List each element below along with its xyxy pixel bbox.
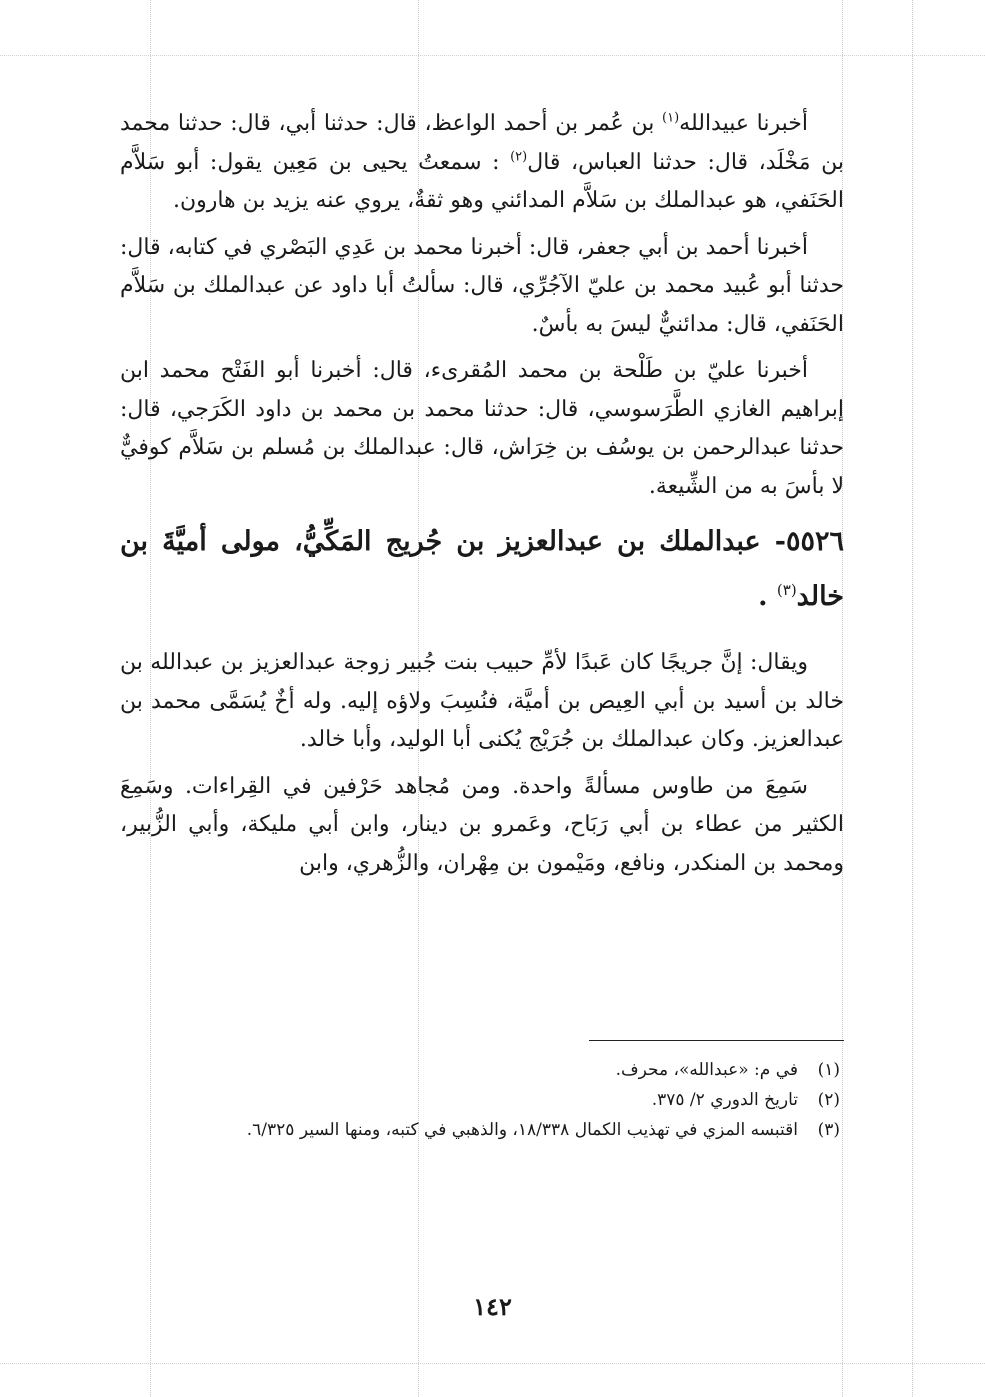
- entry-title: عبدالملك بن عبدالعزيز بن جُريج المَكِّيُّ، مولى أميَّةَ بن خالد: [120, 526, 844, 612]
- entry-paragraph-1: ويقال: إنَّ جريجًا كان عَبدًا لأمِّ حبيب بنت جُبير زوجة عبدالعزيز بن عبدالله بن خالد بن أسيد بن أبي العِيص بن أميَّة، فنُسِبَ ولاؤه إليه. وله أخٌ يُسَمَّى محمد بن عبدالعزيز. وكان عبدالملك بن جُرَيْج يُكنى أبا الوليد، وأبا خالد.: [120, 650, 844, 752]
- footnote-ref-3: (٣): [776, 581, 797, 599]
- footnote-divider: [589, 1040, 844, 1041]
- footnote-2: [140, 1085, 840, 1115]
- footnote-number: (١): [817, 1060, 840, 1080]
- page-number: ١٤٢: [473, 1292, 512, 1321]
- footnote-ref-1: (١): [662, 110, 680, 126]
- paragraph-1: [120, 105, 844, 221]
- page-body: [120, 105, 844, 891]
- text-run: أخبرنا عبيدالله: [679, 111, 809, 136]
- text-run: بن عُمر بن أحمد الواعظ، قال: حدثنا أبي، قال: حدثنا محمد بن مَخْلَد، قال: حدثنا العباس، قال: [120, 111, 844, 175]
- entry-heading: [120, 514, 844, 624]
- footnote-number: (٣): [817, 1120, 840, 1140]
- footnotes: [140, 1055, 840, 1145]
- text-run: : سمعتُ يحيى بن مَعِين يقول: أبو سَلاَّم الحَنَفي، هو عبدالملك بن سَلاَّم المدائني وهو ثقةٌ، يروي عنه يزيد بن هارون.: [120, 149, 844, 213]
- footnote-ref-2: (٢): [510, 149, 528, 165]
- footnote-number: (٢): [817, 1090, 840, 1110]
- footnote-text: اقتبسه المزي في تهذيب الكمال ١٨/٣٣٨، والذهبي في كتبه، ومنها السير ٦/٣٢٥.: [246, 1120, 798, 1140]
- footnote-text: تاريخ الدوري ٢/ ٣٧٥.: [651, 1090, 798, 1110]
- paragraph-2: أخبرنا أحمد بن أبي جعفر، قال: أخبرنا محمد بن عَدِي البَصْري في كتابه، قال: حدثنا أبو عُبيد محمد بن عليّ الآجُرِّي، قال: سألتُ أبا داود عن عبدالملك بن سَلاَّم الحَنَفي، قال: مدائنيٌّ ليسَ به بأسٌ.: [120, 234, 844, 337]
- footnote-text: في م: «عبدالله»، محرف.: [615, 1060, 798, 1080]
- paragraph-3: أخبرنا عليّ بن طَلْحة بن محمد المُقرىء، قال: أخبرنا أبو الفَتْح محمد ابن إبراهيم الغازي الطَّرَسوسي، قال: حدثنا محمد بن محمد بن داود الكَرَجي، قال: حدثنا عبدالرحمن بن يوسُف بن خِرَاش، قال: عبدالملك بن مُسلم بن سَلاَّم كوفيٌّ لا بأسَ به من الشِّيعة.: [120, 358, 844, 499]
- scan-line: [0, 55, 985, 56]
- scan-line: [912, 0, 913, 1397]
- entry-paragraph-2: سَمِعَ من طاوس مسألةً واحدة. ومن مُجاهد حَرْفين في القِراءات. وسَمِعَ الكثير من عطاء بن أبي رَبَاح، وعَمرو بن دينار، وابن أبي مليكة، وأبي الزُّبير، ومحمد بن المنكدر، ونافع، ومَيْمون بن مِهْران، والزُّهري، وابن: [120, 773, 844, 876]
- scan-line: [0, 1363, 985, 1364]
- footnote-3: [140, 1115, 840, 1145]
- entry-number: ٥٥٢٦-: [774, 526, 844, 557]
- footnote-1: [140, 1055, 840, 1085]
- entry-heading-tail: .: [758, 581, 777, 612]
